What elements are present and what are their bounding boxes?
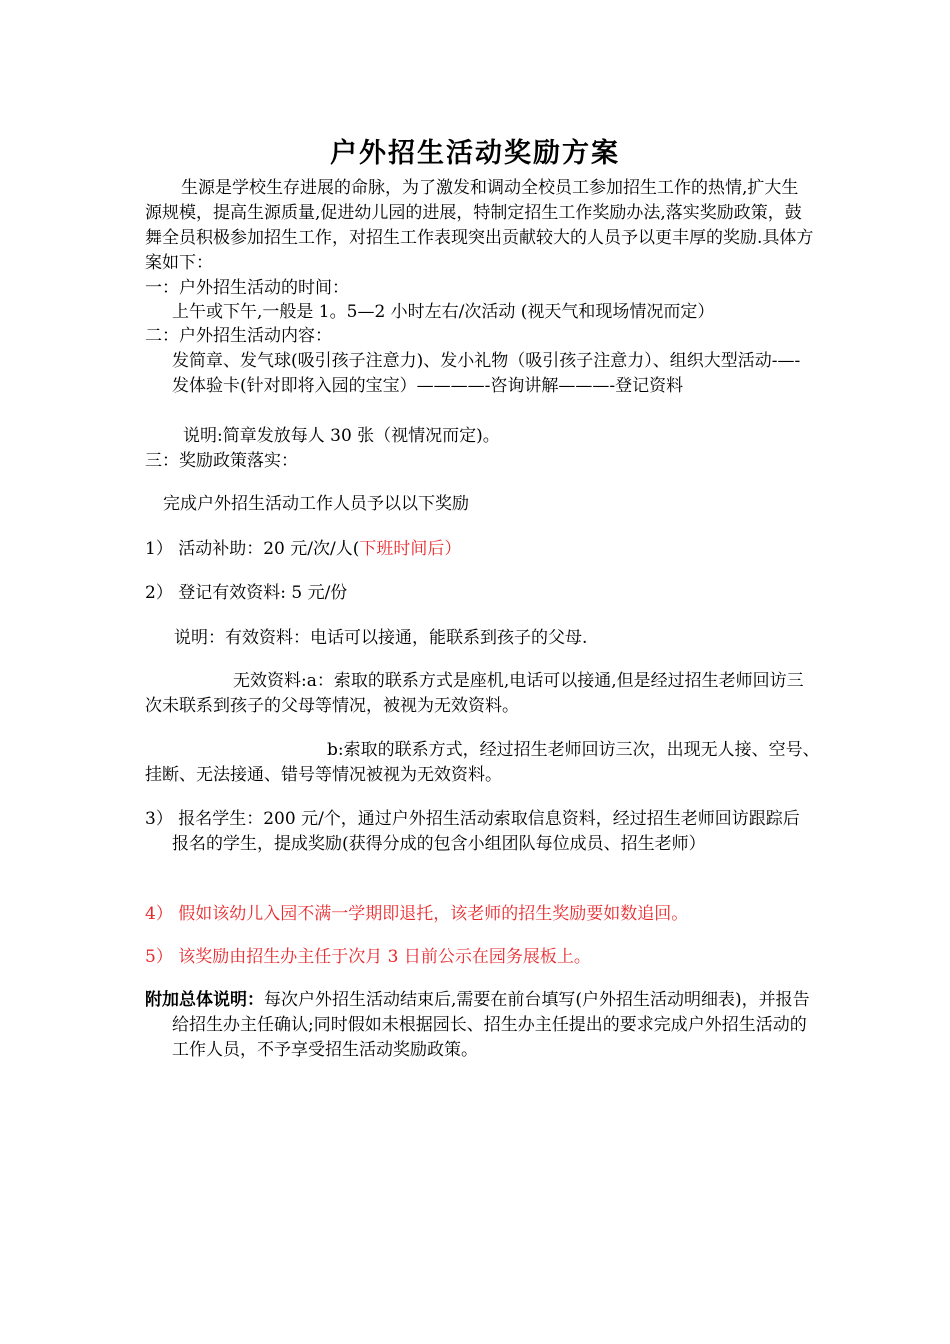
- section2-text: 发简章、发气球(吸引孩子注意力)、发小礼物（吸引孩子注意力）、组织大型活动-—-发体验卡(针对即将入园的宝宝）————-咨询讲解———-登记资料: [172, 351, 801, 396]
- section2-heading: 二：户外招生活动内容：: [145, 326, 332, 346]
- appendix: [145, 988, 815, 1063]
- appendix-label: 附加总体说明：: [145, 990, 264, 1010]
- section1-heading: 一：户外招生活动的时间：: [145, 278, 349, 298]
- item-5: 5） 该奖励由招生办主任于次月 3 日前公示在园务展板上。: [145, 947, 591, 967]
- section3-heading: 三：奖励政策落实：: [145, 451, 298, 471]
- item-2: 2） 登记有效资料: 5 元/份: [145, 583, 348, 603]
- item-1: [145, 537, 461, 562]
- appendix-text: 每次户外招生活动结束后,需要在前台填写(户外招生活动明细表)，并报告给招生办主任确认;同时假如未根据园长、招生办主任提出的要求完成户外招生活动的工作人员，不予享受招生活动奖励政策。: [172, 990, 810, 1060]
- item-3: 3） 报名学生：200 元/个，通过户外招生活动索取信息资料，经过招生老师回访跟踪后报名的学生，提成奖励(获得分成的包含小组团队每位成员、招生老师）: [145, 809, 800, 854]
- invalid-a: 无效资料:a：索取的联系方式是座机,电话可以接通,但是经过招生老师回访三次未联系到孩子的父母等情况，被视为无效资料。: [145, 671, 804, 716]
- document-title: 户外招生活动奖励方案: [330, 138, 620, 169]
- section2-note: 说明:简章发放每人 30 张（视情况而定)。: [183, 426, 500, 446]
- section1-text: 上午或下午,一般是 1。5—2 小时左右/次活动 (视天气和现场情况而定）: [172, 302, 715, 322]
- valid-note: 说明：有效资料：电话可以接通，能联系到孩子的父母.: [174, 628, 588, 648]
- section3-lead: 完成户外招生活动工作人员予以以下奖励: [163, 494, 469, 514]
- item-1-main: 1） 活动补助：20 元/次/人(: [145, 539, 360, 559]
- item-1-red: 下班时间后）: [359, 539, 462, 559]
- invalid-b: b:索取的联系方式，经过招生老师回访三次，出现无人接、空号、挂断、无法接通、错号等情况被视为无效资料。: [145, 740, 820, 785]
- intro-text: 生源是学校生存进展的命脉，为了激发和调动全校员工参加招生工作的热情,扩大生源规模，提高生源质量,促进幼儿园的进展，特制定招生工作奖励办法,落实奖励政策，鼓舞全员积极参加招生工作，对招生工作表现突出贡献较大的人员予以更丰厚的奖励.具体方案如下：: [145, 178, 814, 273]
- item-4: 4） 假如该幼儿入园不满一学期即退托，该老师的招生奖励要如数追回。: [145, 904, 689, 924]
- intro-paragraph: [145, 176, 815, 276]
